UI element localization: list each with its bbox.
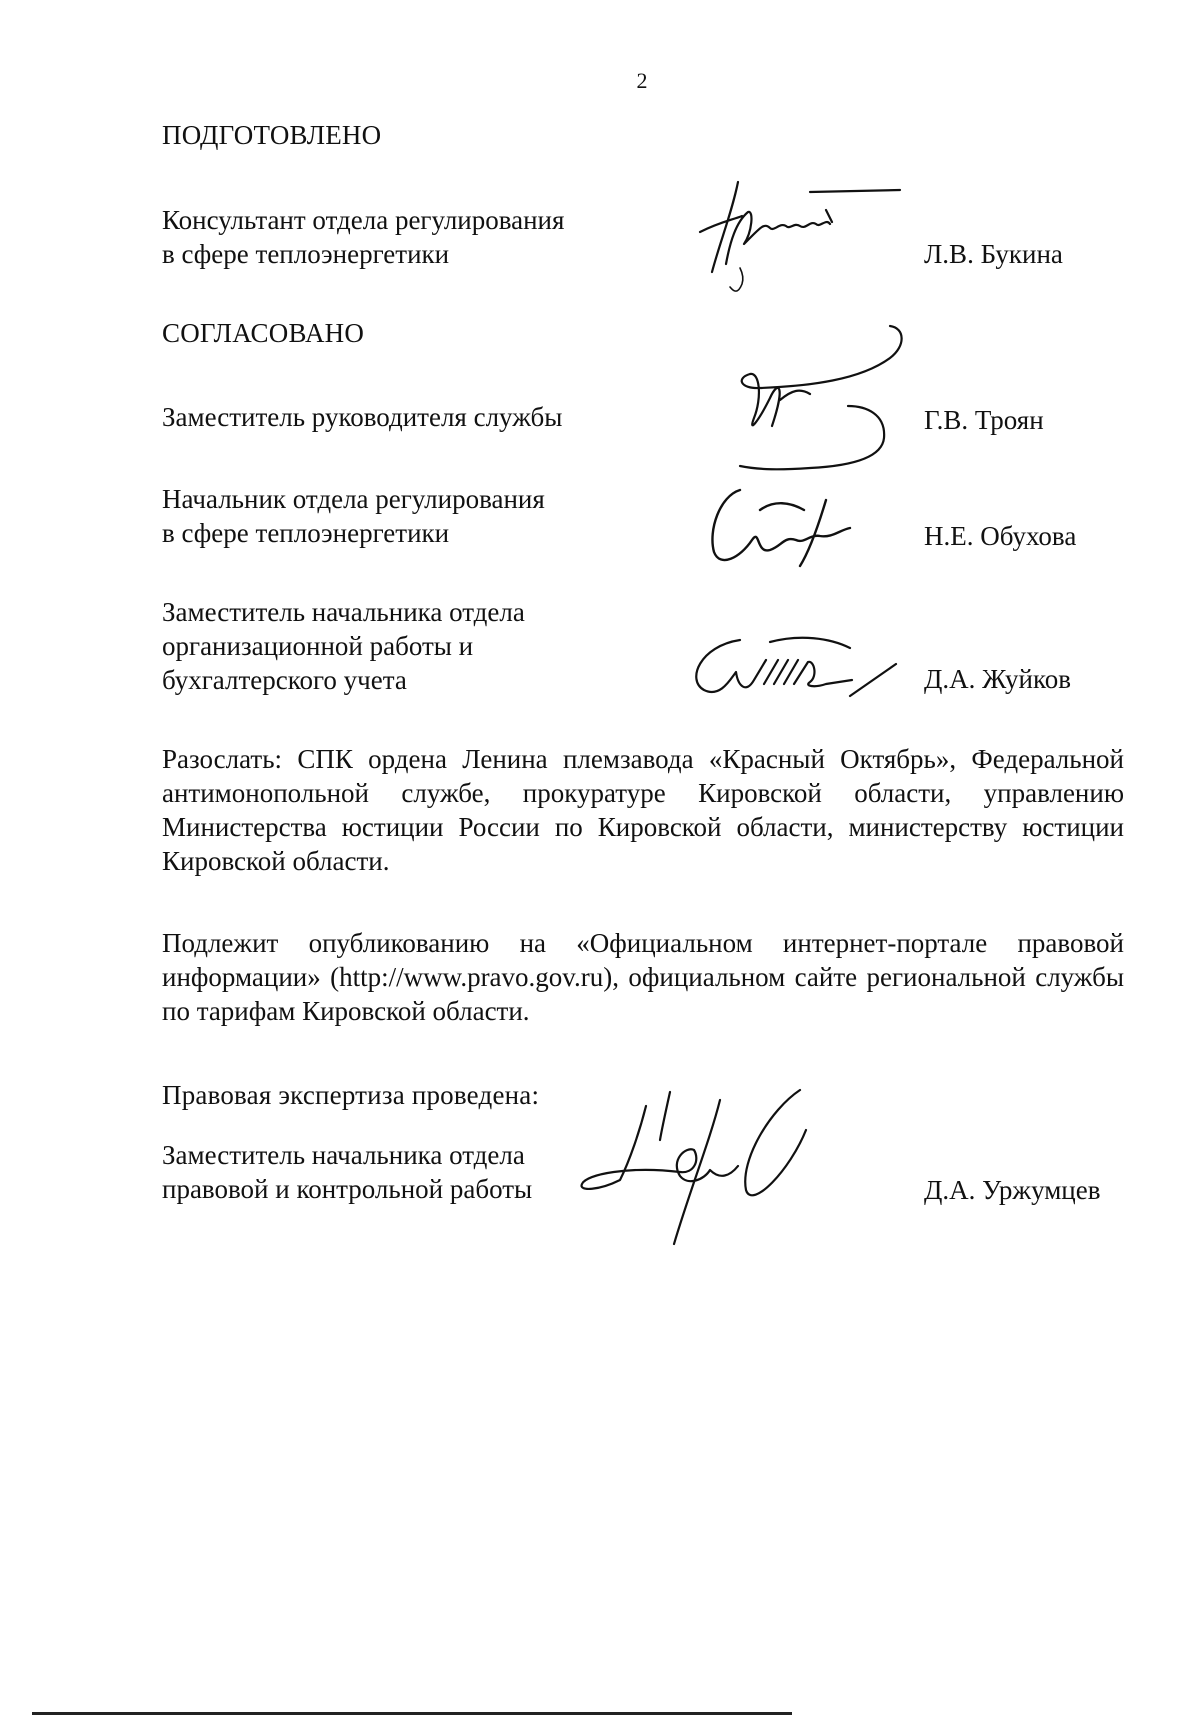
signature-zhuykov bbox=[680, 620, 910, 710]
legal-review-role-line: Заместитель начальника отдела bbox=[162, 1140, 525, 1170]
agreed-role-zhuykov bbox=[162, 595, 525, 697]
legal-review-name: Д.А. Уржумцев bbox=[924, 1175, 1101, 1205]
prepared-name: Л.В. Букина bbox=[924, 239, 1063, 269]
bottom-divider bbox=[32, 1712, 792, 1715]
agreed-role-line: бухгалтерского учета bbox=[162, 665, 407, 695]
distribution-paragraph: Разослать: СПК ордена Ленина племзавода «Красный Октябрь», Федеральной антимонопольной службе, прокуратуре Кировской области, управлению Министерства юстиции России по Кировской области, министерству юстиции Кировской области. bbox=[162, 744, 1124, 876]
prepared-role-line: Консультант отдела регулирования bbox=[162, 205, 565, 235]
agreed-role-troyan bbox=[162, 400, 562, 434]
agreed-role-line: организационной работы и bbox=[162, 631, 474, 661]
signature-bukina bbox=[690, 172, 910, 312]
legal-review-role-line: правовой и контрольной работы bbox=[162, 1174, 533, 1204]
prepared-role bbox=[162, 203, 564, 271]
agreed-heading: СОГЛАСОВАНО bbox=[162, 318, 365, 348]
agreed-name-zhuykov: Д.А. Жуйков bbox=[924, 664, 1071, 694]
agreed-name-obukhova: Н.Е. Обухова bbox=[924, 521, 1077, 551]
prepared-role-line: в сфере теплоэнергетики bbox=[162, 239, 450, 269]
prepared-heading: ПОДГОТОВЛЕНО bbox=[162, 120, 382, 150]
signature-urzhumtsev bbox=[570, 1080, 860, 1250]
agreed-role-line: Заместитель руководителя службы bbox=[162, 402, 563, 432]
signature-troyan bbox=[700, 318, 930, 478]
agreed-role-line: Начальник отдела регулирования bbox=[162, 484, 545, 514]
legal-review-role bbox=[162, 1138, 532, 1206]
publication-paragraph: Подлежит опубликованию на «Официальном интернет-портале правовой информации» (http://www.pravo.gov.ru), официальном сайте региональной службы по тарифам Кировской области. bbox=[162, 928, 1124, 1026]
agreed-role-line: Заместитель начальника отдела bbox=[162, 597, 525, 627]
legal-review-heading: Правовая экспертиза проведена: bbox=[162, 1080, 540, 1110]
agreed-role-line: в сфере теплоэнергетики bbox=[162, 518, 450, 548]
signature-obukhova bbox=[700, 480, 870, 570]
page-number: 2 bbox=[636, 68, 648, 93]
agreed-role-obukhova bbox=[162, 482, 545, 550]
agreed-name-troyan: Г.В. Троян bbox=[924, 405, 1044, 435]
